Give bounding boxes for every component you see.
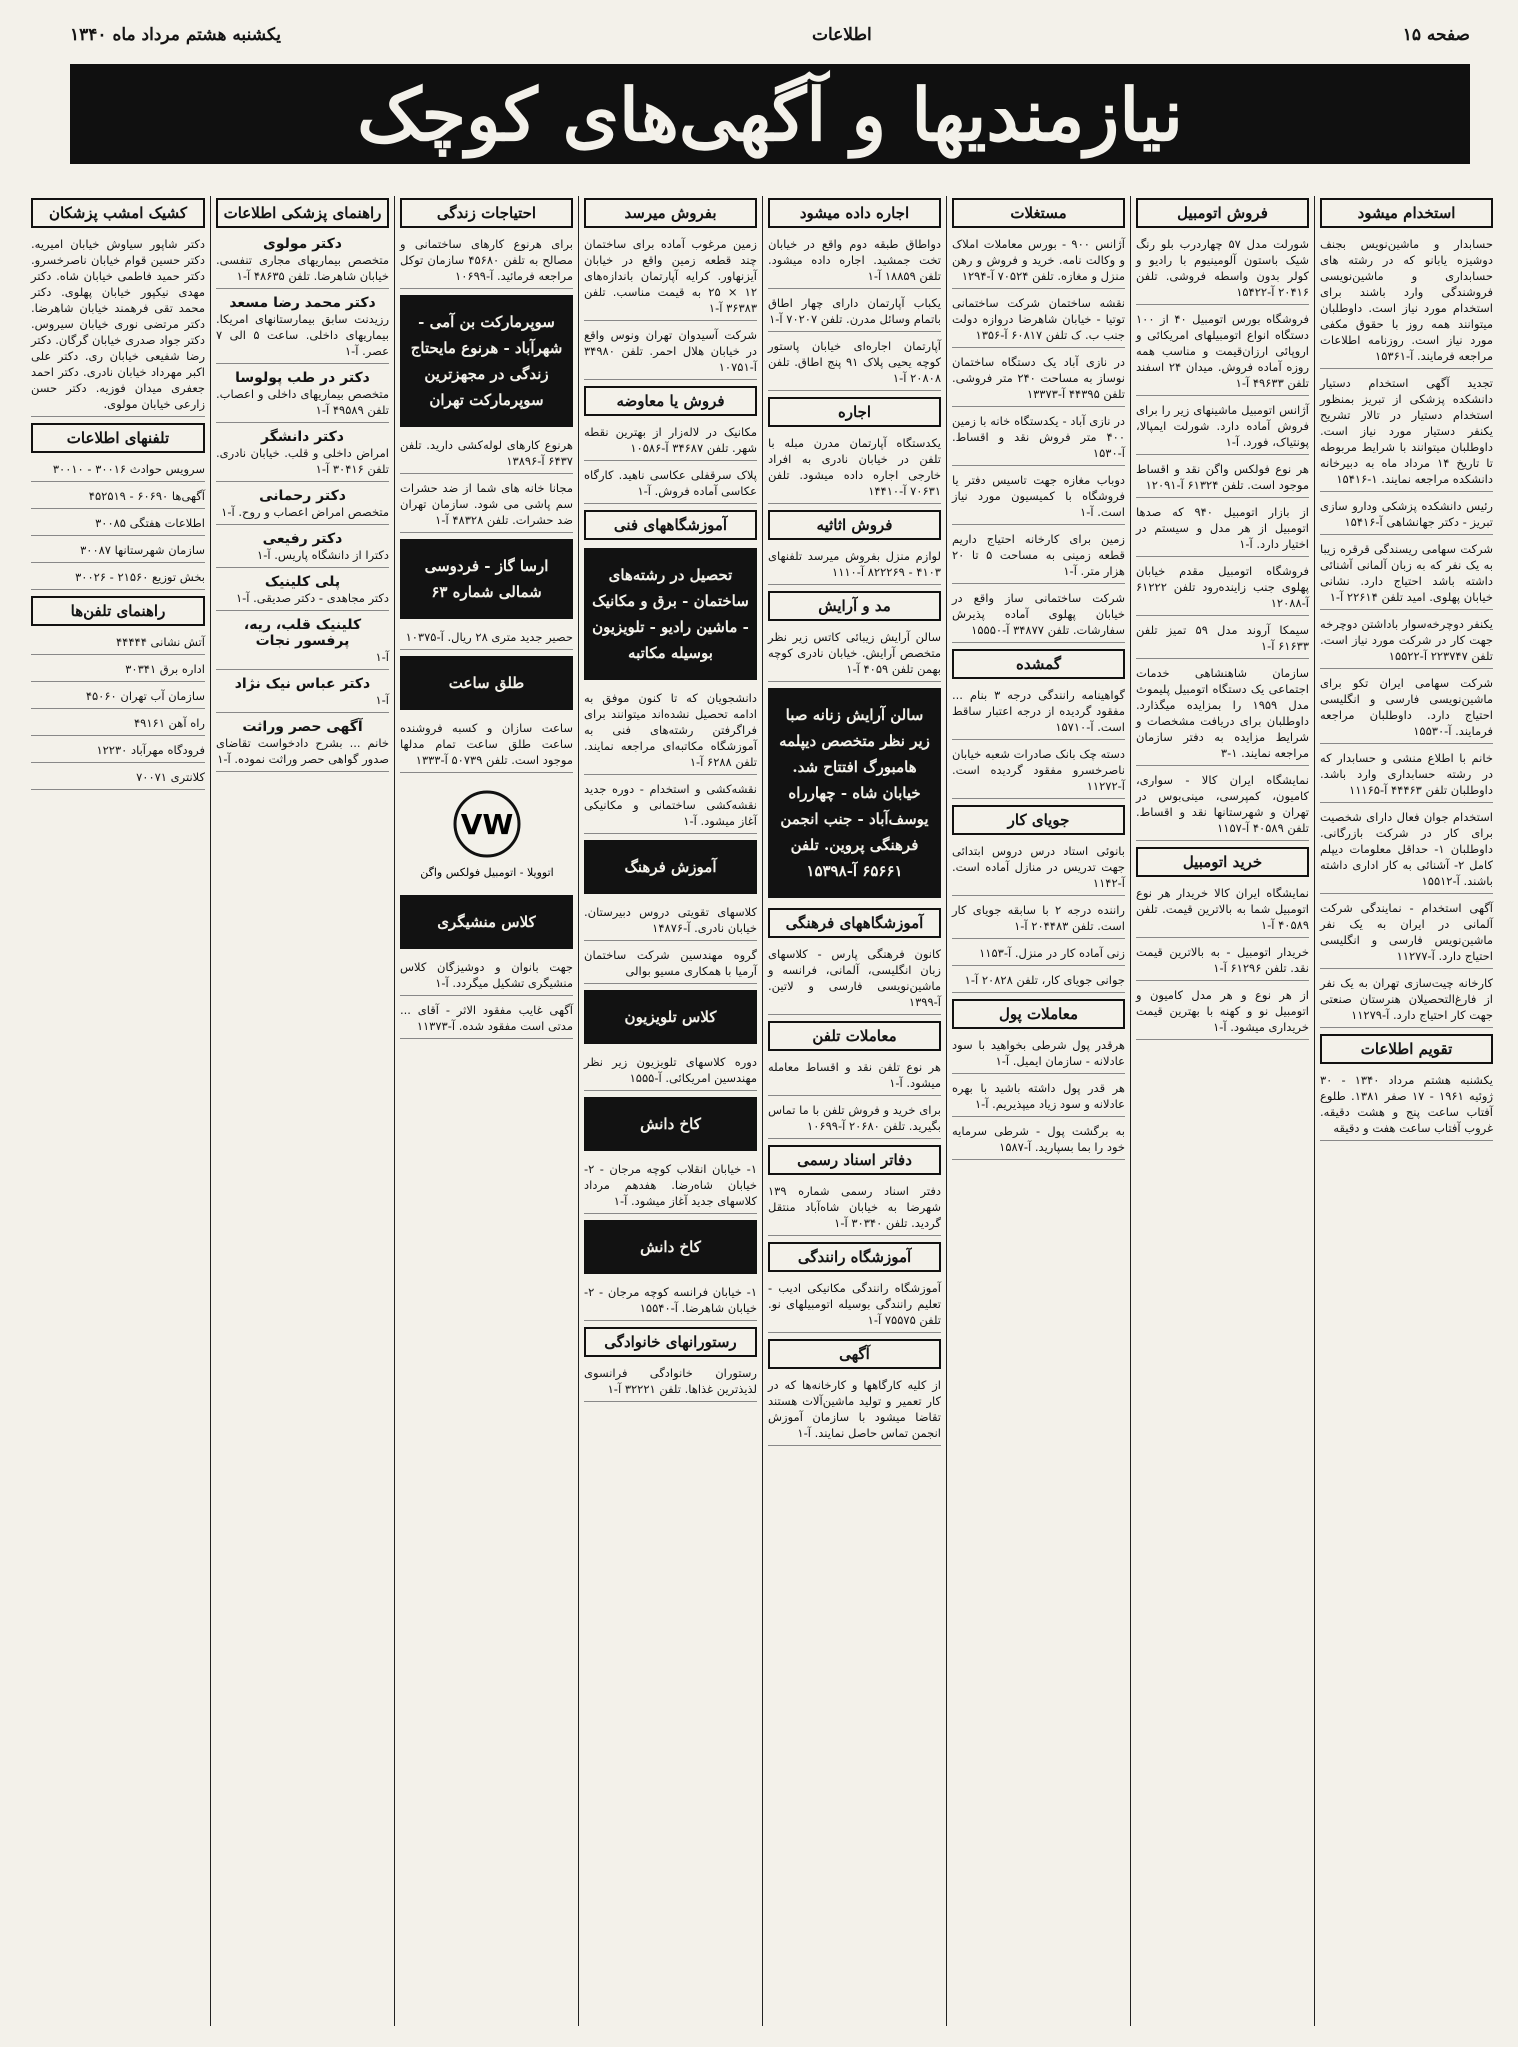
classified-ad: شرکت ساختمانی ساز واقع در خیابان پهلوی آماده پذیرش سفارشات. تلفن ۳۴۸۷۷ آ-۱۵۵۵۰ (952, 590, 1125, 643)
section-heading: راهنمای پزشکی اطلاعات (216, 198, 389, 228)
classified-ad: مکانیک در لاله‌زار از بهترین نقطه شهر. تلفن ۳۴۶۸۷ آ-۱۰۵۸۶ (584, 424, 757, 461)
classified-ad: هرنوع کارهای لوله‌کشی دارید. تلفن ۶۴۳۷ آ-۱۳۸۹۶ (400, 437, 573, 474)
classified-ad: دوباب مغازه جهت تاسیس دفتر یا فروشگاه با کمیسیون مورد نیاز است. آ-۱ (952, 472, 1125, 525)
classified-ad: شرکت سهامی ایران تکو برای ماشین‌نویسی فارسی و انگلیسی احتیاج دارد. داوطلبان مراجعه فرمایند. آ-۱۵۵۳۰ (1320, 675, 1493, 744)
classified-ad: آ-۱ (216, 649, 389, 670)
display-ad: سالن آرایش زنانه صبا زیر نظر متخصص دیپلمه هامبورگ افتتاح شد. خیابان شاه - چهارراه یوسف‌آباد - جنب انجمن فرهنگی پروین. تلفن ۶۵۶۶۱ آ-۱۵۳۹۸ (768, 688, 941, 898)
classified-ad: یکباب آپارتمان دارای چهار اطاق باتمام وسائل مدرن. تلفن ۷۰۲۰۷ آ-۱ (768, 295, 941, 332)
classified-ad: ۱- خیابان انقلاب کوچه مرجان - ۲- خیابان شاه‌رضا. هفدهم مرداد کلاسهای جدید آغاز میشود. آ-۱ (584, 1161, 757, 1214)
display-ad: کاخ دانش (584, 1220, 757, 1274)
display-ad: سوپرمارکت بن آمی - شهرآباد - هرنوع مایحتاج زندگی در مجهزترین سوپرمارکت تهران (400, 295, 573, 427)
section-heading: اجاره داده میشود (768, 198, 941, 228)
classified-ad: شرکت سهامی ریسندگی قرقره زیبا به یک نفر که به زبان آلمانی آشنائی داشته باشد احتیاج دارد. نشانی خیابان پهلوی. امید تلفن ۲۲۶۱۴ آ-۱ (1320, 541, 1493, 610)
classified-ad: دوره کلاسهای تلویزیون زیر نظر مهندسین امریکائی. آ-۱۵۵۵ (584, 1054, 757, 1091)
logo-caption: اتوویلا - اتومبیل فولکس واگن (419, 866, 554, 879)
classified-ad: فروشگاه اتومبیل مقدم خیابان پهلوی جنب زاینده‌رود تلفن ۶۱۲۲۲ آ-۱۲۰۸۸ (1136, 563, 1309, 616)
classified-ad: آتش نشانی ۴۴۴۴۴ (31, 634, 205, 655)
doctor-name: دکتر رحمانی (259, 488, 346, 504)
classified-ad: ۱- خیابان فرانسه کوچه مرجان - ۲- خیابان شاهرضا. آ-۱۵۵۴۰ (584, 1284, 757, 1321)
classified-ad: برای خرید و فروش تلفن با ما تماس بگیرید. تلفن ۲۰۶۸۰ آ-۱۰۶۹۹ (768, 1102, 941, 1139)
classified-column (946, 196, 1130, 2026)
section-heading: آموزشگاه رانندگی (768, 1242, 941, 1272)
section-heading: بفروش میرسد (584, 198, 757, 228)
section-heading: مستغلات (952, 198, 1125, 228)
classified-ad: آگهی استخدام - نمایندگی شرکت آلمانی در ایران به یک نفر ماشین‌نویس فارسی و انگلیسی احتیاج دارد. آ-۱۱۲۷۷ (1320, 900, 1493, 969)
page-header (70, 14, 1470, 56)
classified-ad: گروه مهندسین شرکت ساختمان آرمیا با همکاری مسیو بوالی (584, 947, 757, 984)
header-date: یکشنبه هشتم مرداد ماه ۱۳۴۰ (70, 25, 281, 45)
classified-ad: دکتر مجاهدی - دکتر صدیقی. آ-۱ (216, 590, 389, 611)
classified-ad: آپارتمان اجاره‌ای خیابان پاستور کوچه یحیی پلاک ۹۱ پنج اطاق. تلفن ۲۰۸۰۸ آ-۱ (768, 338, 941, 391)
section-heading: تقویم اطلاعات (1320, 1034, 1493, 1064)
classified-ad: لوازم منزل بفروش میرسد تلفنهای ۴۱۰۳ - ۸۲۲۲۶۹ آ-۱۱۱۰ (768, 548, 941, 585)
classified-ad: در نازی آباد یک دستگاه ساختمان نوساز به مساحت ۲۴۰ متر فروشی. تلفن ۴۴۳۹۵ آ-۱۳۳۷۳ (952, 354, 1125, 407)
doctor-name: پلی کلینیک (264, 574, 341, 590)
classified-column (26, 196, 210, 2026)
classified-ad: به برگشت پول - شرطی سرمایه خود را بما بسپارید. آ-۱۵۸۷ (952, 1123, 1125, 1160)
classified-ad: یکدستگاه آپارتمان مدرن مبله با تلفن در خیابان نادری به افراد خارجی اجاره داده میشود. تلفن ۷۰۶۳۱ آ-۱۴۴۱۰ (768, 435, 941, 504)
classified-ad: هرقدر پول شرطی بخواهید با سود عادلانه - سازمان ایمیل. آ-۱ (952, 1037, 1125, 1074)
section-heading: راهنمای تلفن‌ها (31, 596, 205, 626)
classified-ad: سازمان شاهنشاهی خدمات اجتماعی یک دستگاه اتومبیل پلیموث مدل ۱۹۵۹ را بمزایده میگذارد. داوطلبان برای دریافت مشخصات و شرایط مزایده به دفتر سازمان مراجعه نمایند. ۱-۳ (1136, 665, 1309, 766)
classified-ad: متخصص بیماریهای داخلی و اعصاب. تلفن ۴۹۵۸۹ آ-۱ (216, 386, 389, 423)
section-heading: معاملات پول (952, 999, 1125, 1029)
classified-ad: سازمان شهرستانها ۳۰۰۸۷ (31, 542, 205, 563)
section-heading: احتیاجات زندگی (400, 198, 573, 228)
display-ad: آموزش فرهنگ (584, 840, 757, 894)
classified-ad: گواهینامه رانندگی درجه ۳ بنام ... مفقود گردیده از درجه اعتبار ساقط است. آ-۱۵۷۱۰ (952, 687, 1125, 740)
classified-ad: تجدید آگهی استخدام دستیار دانشکده پزشکی از تبریز بمنظور استخدام دستیار در تالار تشریح یکنفر دستیار مورد نیاز است. داوطلبان میتوانند با شرایط مربوطه تا تاریخ ۱۴ مرداد ماه به دبیرخانه دانشکده مراجعه نمایند. ۱-۱۵۴۱۶ (1320, 375, 1493, 492)
doctor-name: دکتر مولوی (263, 236, 342, 252)
section-heading: آموزشگاههای فنی (584, 510, 757, 540)
classified-ad: حسابدار و ماشین‌نویس بجنف دوشیزه یابانو که در رشته های حسابداری و ماشین‌نویسی فروشندگی وارد باشند برای استخدام مورد نیاز است. داوطلبان میتوانند همه روز با حقوق مکفی مورد نیاز است. روزنامه اطلاعات مراجعه فرمایند. آ-۱۵۳۶۱ (1320, 236, 1493, 369)
section-heading: مد و آرایش (768, 591, 941, 621)
classified-ad: در نازی آباد - یکدستگاه خانه با زمین ۴۰۰ متر فروش نقد و اقساط. آ-۱۵۳۰ (952, 413, 1125, 466)
classified-ad: رزیدنت سابق بیمارستانهای امریکا. بیماریهای داخلی. ساعت ۵ الی ۷ عصر. آ-۱ (216, 311, 389, 364)
doctor-name: کلینیک قلب، ریه، پرفسور نجات (243, 617, 362, 649)
advertiser-logo (400, 779, 573, 889)
classified-ad: آگهی غایب مفقود الاثر - آقای ... مدتی است مفقود شده. آ-۱۱۳۷۳ (400, 1002, 573, 1039)
classified-ad: خانم ... بشرح دادخواست تقاضای صدور گواهی حصر وراثت نموده. آ-۱ (216, 735, 389, 772)
classified-columns (20, 196, 1498, 2026)
section-heading: فروش یا معاوضه (584, 386, 757, 416)
classified-ad: زنی آماده کار در منزل. آ-۱۱۵۳ (952, 945, 1125, 966)
display-ad: کاخ دانش (584, 1097, 757, 1151)
display-ad: ارسا گاز - فردوسی شمالی شماره ۶۳ (400, 539, 573, 619)
section-heading: رستورانهای خانوادگی (584, 1327, 757, 1357)
classified-ad: دانشجویان که تا کنون موفق به ادامه تحصیل نشده‌اند میتوانند برای فراگرفتن رشته‌های فنی به آموزشگاه مکاتبه‌ای مراجعه نمایند. تلفن ۶۲۸۸ آ-۱ (584, 690, 757, 775)
section-heading: کشیک امشب پزشکان (31, 198, 205, 228)
doctor-name: آگهی حصر وراثت (242, 719, 363, 735)
section-heading: تلفنهای اطلاعات (31, 423, 205, 453)
classified-ad: اطلاعات هفتگی ۳۰۰۸۵ (31, 515, 205, 536)
classified-ad: شرکت آسیدوان تهران ونوس واقع در خیابان هلال احمر. تلفن ۳۴۹۸۰ آ-۱۰۷۵۱ (584, 327, 757, 380)
classified-column (1314, 196, 1498, 2026)
classified-ad: رئیس دانشکده پزشکی ودارو سازی تبریز - دکتر جهانشاهی آ-۱۵۴۱۶ (1320, 498, 1493, 535)
classified-column (394, 196, 578, 2026)
section-heading: آموزشگاههای فرهنگی (768, 908, 941, 938)
classified-ad: سازمان آب تهران ۴۵۰۶۰ (31, 688, 205, 709)
classified-ad: هر نوع تلفن نقد و اقساط معامله میشود. آ-۱ (768, 1059, 941, 1096)
header-paper-name: اطلاعات (811, 25, 872, 45)
classified-ad: از کلیه کارگاهها و کارخانه‌ها که در کار تعمیر و تولید ماشین‌آلات هستند تقاضا میشود با سازمان آموزش انجمن تماس حاصل نمایند. آ-۱ (768, 1377, 941, 1446)
classified-ad: جهت بانوان و دوشیزگان کلاس منشیگری تشکیل میگردد. آ-۱ (400, 959, 573, 996)
classified-ad: آگهی‌ها ۶۰۶۹۰ - ۴۵۲۵۱۹ (31, 488, 205, 509)
classified-ad: آموزشگاه رانندگی مکانیکی ادیب - تعلیم رانندگی بوسیله اتومبیلهای نو. تلفن ۷۵۵۷۵ آ-۱ (768, 1280, 941, 1333)
classified-ad: کارخانه چیت‌سازی تهران به یک نفر از فارغ‌التحصیلان هنرستان صنعتی جهت کار احتیاج دارد. آ-۱۱۲۷۹ (1320, 975, 1493, 1028)
section-heading: استخدام میشود (1320, 198, 1493, 228)
display-ad: کلاس تلویزیون (584, 990, 757, 1044)
display-ad: طلق ساعت (400, 656, 573, 710)
classified-ad: دواطاق طبقه دوم واقع در خیابان تخت جمشید. اجاره داده میشود. تلفن ۱۸۸۵۹ آ-۱ (768, 236, 941, 289)
classified-ad: سیمکا آروند مدل ۵۹ تمیز تلفن ۶۱۶۳۳ آ-۱ (1136, 622, 1309, 659)
classified-ad: نمایشگاه ایران کالا خریدار هر نوع اتومبیل شما به بالاترین قیمت. تلفن ۴۰۵۸۹ آ-۱ (1136, 885, 1309, 938)
doctor-name: دکتر دانشگر (261, 429, 344, 445)
classified-ad: اداره برق ۳۰۳۴۱ (31, 661, 205, 682)
classified-ad: مجانا خانه های شما از ضد حشرات سم پاشی می شود. سازمان تهران ضد حشرات. تلفن ۴۸۳۲۸ آ-۱ (400, 480, 573, 533)
classified-ad: بانوئی استاد درس دروس ابتدائی جهت تدریس در منازل آماده است. آ-۱۱۴۲ (952, 843, 1125, 896)
doctor-name: دکتر عباس نیک نژاد (234, 676, 371, 692)
classified-ad: راننده درجه ۲ با سابقه جویای کار است. تلفن ۲۰۴۴۸۳ آ-۱ (952, 902, 1125, 939)
doctor-name: دکتر محمد رضا مسعد (229, 295, 376, 311)
classified-ad: پلاک سرقفلی عکاسی ناهید. کارگاه عکاسی آماده فروش. آ-۱ (584, 467, 757, 504)
classified-ad: هر نوع فولکس واگن نقد و اقساط موجود است. تلفن ۶۱۳۲۴ آ-۱۲۰۹۱ (1136, 461, 1309, 498)
masthead-title: نیازمندیها و آگهی‌های کوچک (357, 71, 1183, 157)
display-ad: کلاس منشیگری (400, 895, 573, 949)
classified-ad: کانون فرهنگی پارس - کلاسهای زبان انگلیسی، آلمانی، فرانسه و ماشین‌نویسی فارسی و لاتین. آ-۱۳۹۹ (768, 946, 941, 1015)
classified-ad: نقشه‌کشی و استخدام - دوره جدید نقشه‌کشی ساختمانی و مکانیکی آغاز میشود. آ-۱ (584, 781, 757, 834)
section-heading: خرید اتومبیل (1136, 847, 1309, 877)
section-heading: گمشده (952, 649, 1125, 679)
classified-ad: جوانی جویای کار، تلفن ۲۰۸۲۸ آ-۱ (952, 972, 1125, 993)
classified-ad: یکنفر دوچرخه‌سوار باداشتن دوچرخه جهت کار در شرکت مورد نیاز است. تلفن ۲۲۳۷۴۷ آ-۱۵۵۲۲ (1320, 616, 1493, 669)
display-ad: تحصیل در رشته‌های ساختمان - برق و مکانیک - ماشین رادیو - تلویزیون بوسیله مکاتبه (584, 548, 757, 680)
classified-ad: امراض داخلی و قلب. خیابان نادری. تلفن ۳۰۴۱۶ آ-۱ (216, 445, 389, 482)
classified-ad: بخش توزیع ۲۱۵۶۰ - ۳۰۰۲۶ (31, 569, 205, 590)
section-heading: معاملات تلفن (768, 1021, 941, 1051)
classified-column (762, 196, 946, 2026)
section-heading: فروش اتومبیل (1136, 198, 1309, 228)
doctor-name: دکتر در طب پولوسا (235, 370, 370, 386)
classified-ad: یکشنبه هشتم مرداد ۱۳۴۰ - ۳۰ ژوئیه ۱۹۶۱ - ۱۷ صفر ۱۳۸۱. طلوع آفتاب ساعت پنج و هشت دقیقه. غروب آفتاب ساعت هفت و دقیقه (1320, 1072, 1493, 1141)
classified-ad: نمایشگاه ایران کالا - سواری، کامیون، کمپرسی، مینی‌بوس در تهران و شهرستانها نقد و اقساط. تلفن ۴۰۵۸۹ آ-۱۱۵۷ (1136, 772, 1309, 841)
classified-ad: استخدام جوان فعال دارای شخصیت برای کار در شرکت بازرگانی. داوطلبان ۱- حداقل معلومات دیپلم کامل ۲- آشنائی به کار اداری داشته باشند. آ-۱۵۵۱۲ (1320, 809, 1493, 894)
classified-ad: فروشگاه بورس اتومبیل ۴۰ از ۱۰۰ دستگاه انواع اتومبیلهای امریکائی و اروپائی ارزان‌قیمت و مناسب همه روزه آماده فروش. میدان ۲۴ اسفند تلفن ۴۹۶۳۳ آ-۱ (1136, 311, 1309, 396)
classified-ad: کلانتری ۷۰۰۷۱ (31, 769, 205, 790)
classified-ad: ساعت سازان و کسبه فروشنده ساعت طلق ساعت تمام مدلها موجود است. تلفن ۵۰۷۳۹ آ-۱۳۳۳ (400, 720, 573, 773)
section-heading: آگهی (768, 1339, 941, 1369)
classified-ad: خانم با اطلاع منشی و حسابدار که در رشته حسابداری وارد باشد. داوطلبان تلفن ۴۴۴۶۳ آ-۱۱۱۶۵ (1320, 750, 1493, 803)
classified-ad: آژانس ۹۰۰ - بورس معاملات املاک و وکالت نامه. خرید و فروش و رهن منزل و مغازه. تلفن ۷۰۵۲۴ آ-۱۲۹۴ (952, 236, 1125, 289)
classified-ad: زمین برای کارخانه احتیاج داریم قطعه زمینی به مساحت ۵ تا ۲۰ هزار متر. آ-۱ (952, 531, 1125, 584)
section-heading: فروش اثاثیه (768, 510, 941, 540)
classified-ad: آ-۱ (216, 692, 389, 713)
classified-ad: از بازار اتومبیل ۹۴۰ که صدها اتومبیل از هر مدل و سیستم در اختیار دارد. آ-۱ (1136, 504, 1309, 557)
classified-ad: سرویس حوادث ۳۰۰۱۶ - ۳۰۰۱۰ (31, 461, 205, 482)
classified-ad: دسته چک بانک صادرات شعبه خیابان ناصرخسرو مفقود گردیده است. آ-۱۱۲۷۲ (952, 746, 1125, 799)
classified-ad: کلاسهای تقویتی دروس دبیرستان. خیابان نادری. آ-۱۴۸۷۶ (584, 904, 757, 941)
classified-ad: راه آهن ۴۹۱۶۱ (31, 715, 205, 736)
classified-column (1130, 196, 1314, 2026)
vw-logo-icon (412, 784, 562, 884)
section-heading: جویای کار (952, 805, 1125, 835)
classified-ad: شورلت مدل ۵۷ چهاردرب بلو رنگ شیک باستون آلومینیوم با رادیو و کولر بدون واسطه فروشی. تلفن ۲۰۴۱۶ آ-۱۵۴۲۲ (1136, 236, 1309, 305)
classified-ad: برای هرنوع کارهای ساختمانی و مصالح به تلفن ۴۵۶۸۰ سازمان توکل مراجعه فرمائید. آ-۱۰۶۹۹ (400, 236, 573, 289)
classified-ad: دکترا از دانشگاه پاریس. آ-۱ (216, 547, 389, 568)
doctor-name: دکتر رفیعی (262, 531, 343, 547)
classified-ad: دفتر اسناد رسمی شماره ۱۳۹ شهرضا به خیابان شاه‌آباد منتقل گردید. تلفن ۳۰۳۴۰ آ-۱ (768, 1183, 941, 1236)
classified-ad: رستوران خانوادگی فرانسوی لذیذترین غذاها. تلفن ۳۲۲۲۱ آ-۱ (584, 1365, 757, 1402)
section-heading: اجاره (768, 397, 941, 427)
classified-ad: زمین مرغوب آماده برای ساختمان چند قطعه زمین واقع در خیابان آیزنهاور. کرایه آپارتمان باندازه‌های ۱۲ × ۲۵ به قیمت مناسب. تلفن ۳۶۳۸۳ آ-۱ (584, 236, 757, 321)
classified-ad: سالن آرایش زیبائی کاتس زیر نظر متخصص آرایش. خیابان نادری کوچه بهمن تلفن ۴۰۵۹ آ-۱ (768, 629, 941, 682)
classified-ad: نقشه ساختمان شرکت ساختمانی توتیا - خیابان شاهرضا دروازه دولت جنب ب. ک تلفن ۶۰۸۱۷ آ-۱۳۵۶ (952, 295, 1125, 348)
classified-ad: متخصص امراض اعصاب و روح. آ-۱ (216, 504, 389, 525)
section-heading: دفاتر اسناد رسمی (768, 1145, 941, 1175)
logo-letters: VW (460, 808, 513, 841)
classified-ad: فرودگاه مهرآباد ۱۲۲۳۰ (31, 742, 205, 763)
classified-ad: هر قدر پول داشته باشید با بهره عادلانه و سود زیاد میپذیریم. آ-۱ (952, 1080, 1125, 1117)
classifieds-masthead (70, 64, 1470, 164)
classified-column (210, 196, 394, 2026)
classified-ad: دکتر شاپور سیاوش خیابان امیریه. دکتر حسین قوام خیابان ناصرخسرو. دکتر حمید فاطمی خیابان شاه. دکتر مهدی نیکپور خیابان پهلوی. دکتر محمد تقی فرهمند خیابان شاهرضا. دکتر مرتضی نوری خیابان سیروس. دکتر جواد صدری خیابان گرگان. دکتر رضا شفیعی خیابان ری. دکتر علی اکبر مهرداد خیابان نادری. دکتر احمد جعفری میدان فوزیه. دکتر حسن زارعی خیابان مولوی. (31, 236, 205, 417)
classified-ad: متخصص بیماریهای مجاری تنفسی. خیابان شاهرضا. تلفن ۴۸۶۳۵ آ-۱ (216, 252, 389, 289)
classified-ad: حصیر جدید متری ۲۸ ریال. آ-۱۰۳۷۵ (400, 629, 573, 650)
classified-ad: خریدار اتومبیل - به بالاترین قیمت نقد. تلفن ۶۱۲۹۶ آ-۱ (1136, 944, 1309, 981)
classified-ad: از هر نوع و هر مدل کامیون و اتومبیل نو و کهنه با بهترین قیمت خریداری میشود. آ-۱ (1136, 987, 1309, 1040)
classified-ad: آژانس اتومبیل ماشینهای زیر را برای فروش آماده دارد. شورلت ایمپالا، پونتیاک، فورد. آ-۱ (1136, 402, 1309, 455)
header-page-number: صفحه ۱۵ (1402, 25, 1470, 45)
classified-column (578, 196, 762, 2026)
